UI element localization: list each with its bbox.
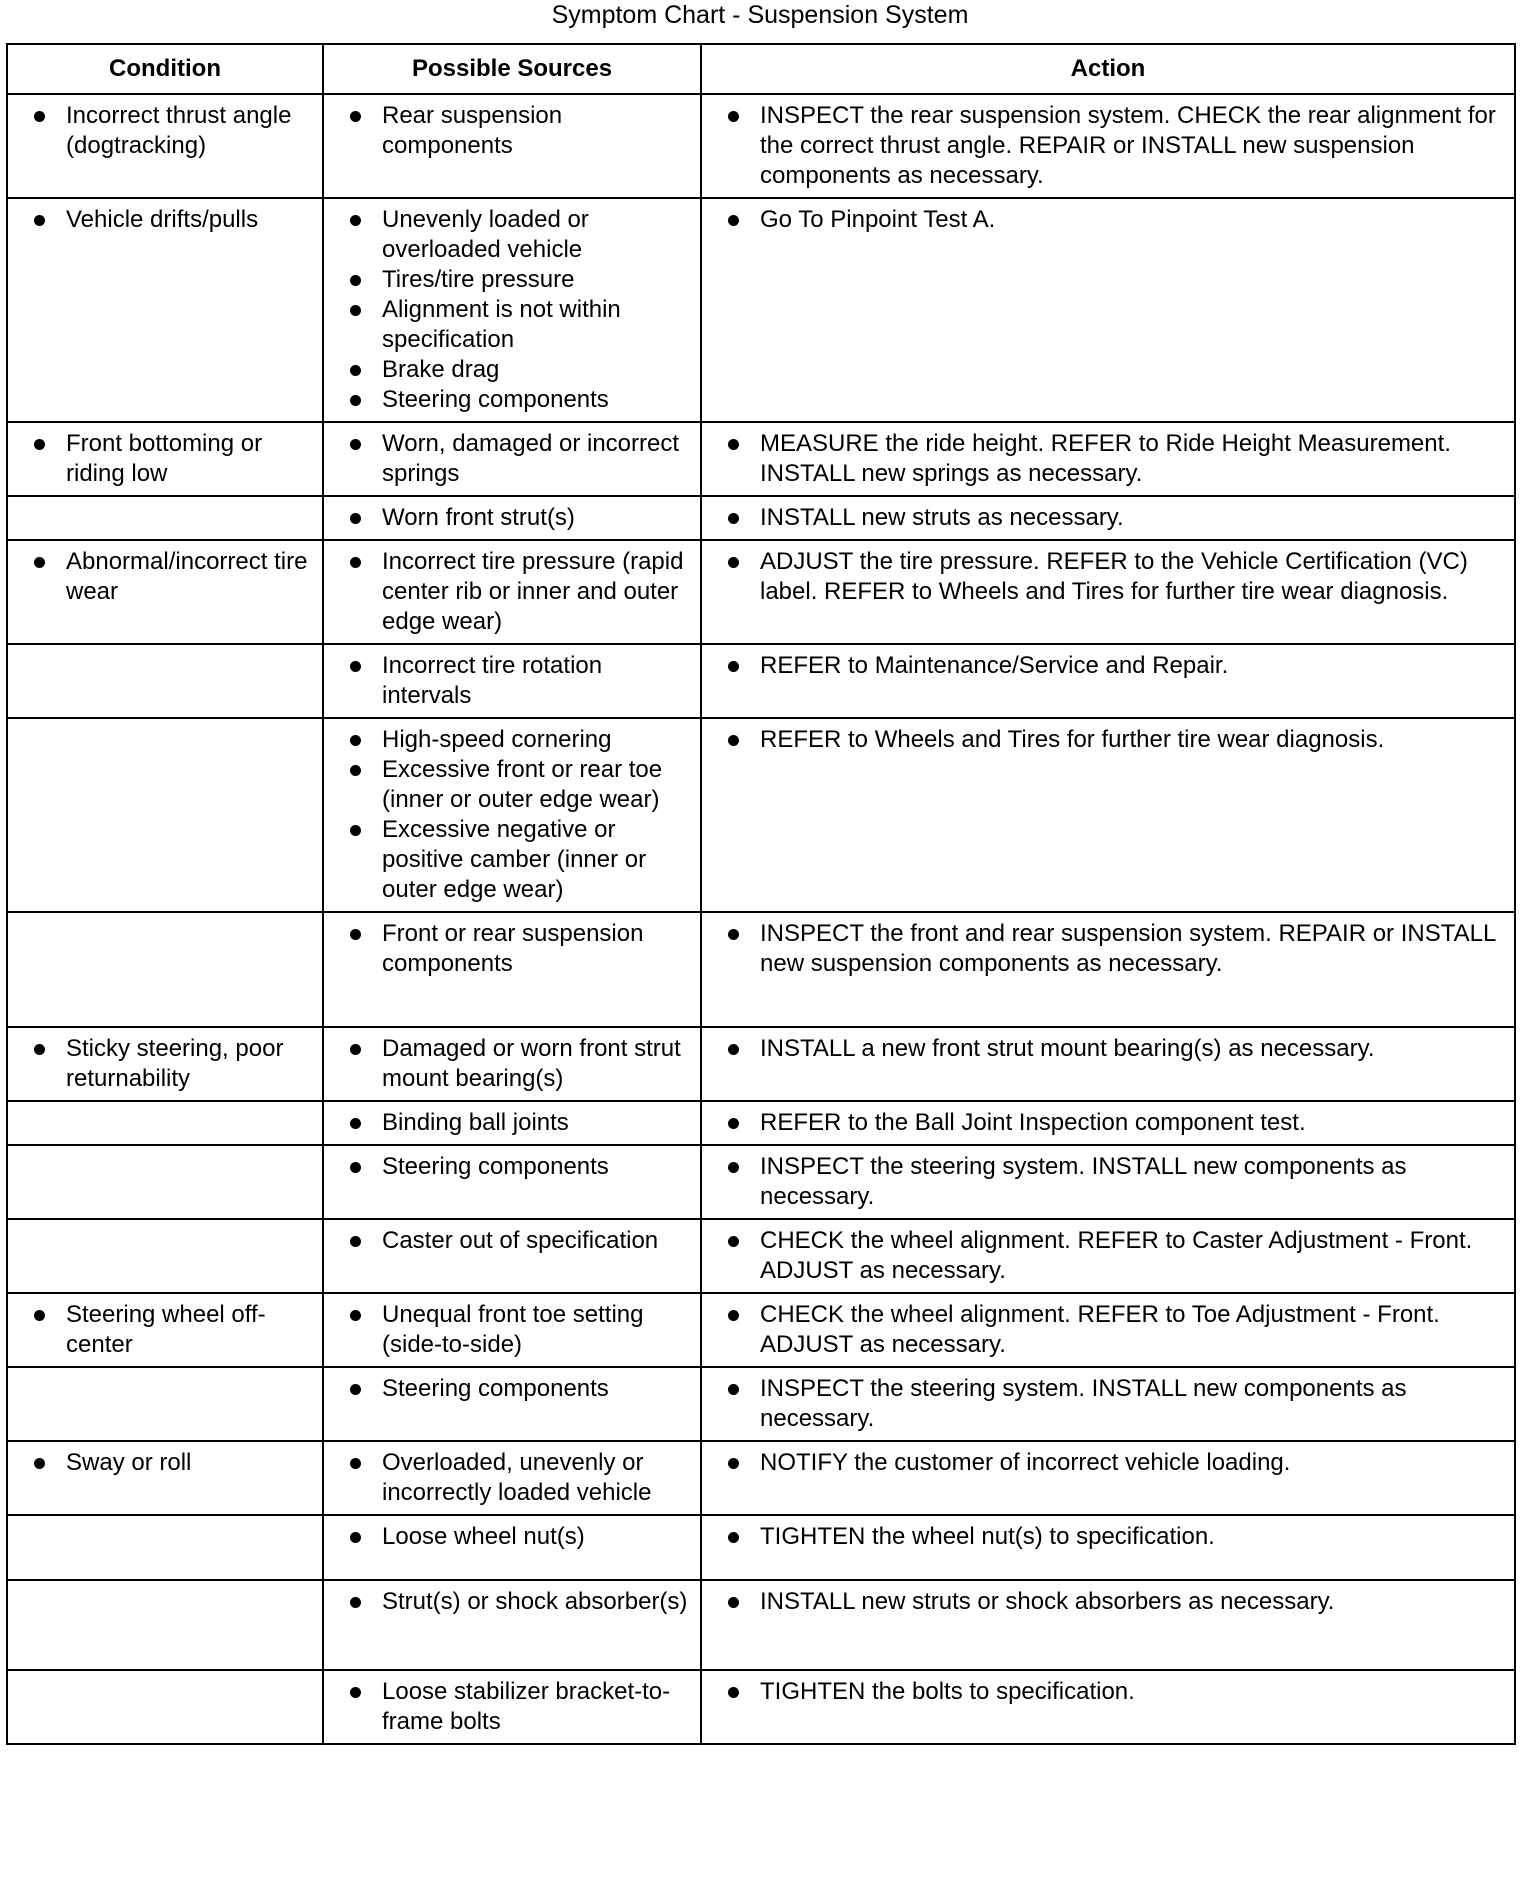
- condition-cell: [7, 718, 323, 912]
- bullet-item: REFER to Maintenance/Service and Repair.: [702, 651, 1506, 681]
- bullet-item: Excessive front or rear toe (inner or outer edge wear): [324, 755, 692, 815]
- action-cell: [701, 644, 1515, 718]
- table-row: [7, 912, 1515, 1027]
- bullet-item: REFER to Wheels and Tires for further tire wear diagnosis.: [702, 725, 1506, 755]
- bullet-item: Loose wheel nut(s): [324, 1522, 692, 1552]
- condition-cell: [7, 198, 323, 422]
- condition-cell: [7, 1027, 323, 1101]
- bullet-item: Strut(s) or shock absorber(s): [324, 1587, 692, 1617]
- bullet-item: TIGHTEN the bolts to specification.: [702, 1677, 1506, 1707]
- table-row: [7, 1219, 1515, 1293]
- header-condition: Condition: [7, 44, 323, 94]
- bullet-item: Worn front strut(s): [324, 503, 692, 533]
- sources-cell: [323, 1101, 701, 1145]
- condition-cell: [7, 94, 323, 198]
- sources-list: [324, 1102, 700, 1144]
- action-list: [702, 1516, 1514, 1558]
- bullet-item: Binding ball joints: [324, 1108, 692, 1138]
- table-row: [7, 1515, 1515, 1580]
- condition-list: [8, 1028, 322, 1100]
- sources-list: [324, 1146, 700, 1188]
- condition-cell: [7, 1515, 323, 1580]
- table-row: [7, 496, 1515, 540]
- action-list: [702, 1442, 1514, 1484]
- bullet-item: CHECK the wheel alignment. REFER to Caster Adjustment - Front. ADJUST as necessary.: [702, 1226, 1506, 1286]
- condition-cell: [7, 1580, 323, 1670]
- chart-title: Symptom Chart - Suspension System: [551, 1, 969, 29]
- table-row: [7, 644, 1515, 718]
- condition-cell: [7, 644, 323, 718]
- action-cell: [701, 94, 1515, 198]
- action-list: [702, 541, 1514, 613]
- action-list: [702, 95, 1514, 197]
- condition-cell: [7, 1441, 323, 1515]
- bullet-item: Damaged or worn front strut mount bearing(s): [324, 1034, 692, 1094]
- bullet-item: Excessive negative or positive camber (inner or outer edge wear): [324, 815, 692, 905]
- action-cell: [701, 718, 1515, 912]
- sources-list: [324, 1220, 700, 1262]
- sources-cell: [323, 1293, 701, 1367]
- condition-cell: [7, 1670, 323, 1744]
- condition-cell: [7, 422, 323, 496]
- condition-cell: [7, 1367, 323, 1441]
- condition-cell: [7, 1219, 323, 1293]
- sources-list: [324, 1671, 700, 1743]
- bullet-item: Incorrect tire pressure (rapid center rib or inner and outer edge wear): [324, 547, 692, 637]
- action-list: [702, 1581, 1514, 1623]
- condition-cell: [7, 1101, 323, 1145]
- action-cell: [701, 1441, 1515, 1515]
- table-row: [7, 540, 1515, 644]
- condition-list: [8, 1442, 322, 1484]
- table-row: [7, 1027, 1515, 1101]
- bullet-item: High-speed cornering: [324, 725, 692, 755]
- condition-list: [8, 1294, 322, 1366]
- bullet-item: INSPECT the front and rear suspension system. REPAIR or INSTALL new suspension components as necessary.: [702, 919, 1506, 979]
- bullet-item: Steering components: [324, 1152, 692, 1182]
- bullet-item: NOTIFY the customer of incorrect vehicle loading.: [702, 1448, 1506, 1478]
- sources-cell: [323, 496, 701, 540]
- bullet-item: Rear suspension components: [324, 101, 692, 161]
- sources-list: [324, 719, 700, 911]
- bullet-item: Caster out of specification: [324, 1226, 692, 1256]
- bullet-item: Abnormal/incorrect tire wear: [8, 547, 314, 607]
- bullet-item: Overloaded, unevenly or incorrectly loaded vehicle: [324, 1448, 692, 1508]
- bullet-item: Incorrect thrust angle (dogtracking): [8, 101, 314, 161]
- action-cell: [701, 1219, 1515, 1293]
- table-row: [7, 198, 1515, 422]
- sources-cell: [323, 718, 701, 912]
- bullet-item: Steering components: [324, 385, 692, 415]
- sources-cell: [323, 1219, 701, 1293]
- sources-cell: [323, 1027, 701, 1101]
- action-cell: [701, 912, 1515, 1027]
- table-row: [7, 94, 1515, 198]
- condition-list: [8, 95, 322, 167]
- action-list: [702, 1028, 1514, 1070]
- header-sources: Possible Sources: [323, 44, 701, 94]
- sources-cell: [323, 1441, 701, 1515]
- action-cell: [701, 496, 1515, 540]
- action-cell: [701, 1367, 1515, 1441]
- bullet-item: ADJUST the tire pressure. REFER to the Vehicle Certification (VC) label. REFER to Wheels and Tires for further tire wear diagnosis.: [702, 547, 1506, 607]
- condition-cell: [7, 912, 323, 1027]
- table-row: [7, 1441, 1515, 1515]
- bullet-item: CHECK the wheel alignment. REFER to Toe Adjustment - Front. ADJUST as necessary.: [702, 1300, 1506, 1360]
- table-row: [7, 718, 1515, 912]
- action-list: [702, 497, 1514, 539]
- table-row: [7, 1293, 1515, 1367]
- bullet-item: Worn, damaged or incorrect springs: [324, 429, 692, 489]
- bullet-item: Front or rear suspension components: [324, 919, 692, 979]
- sources-list: [324, 95, 700, 167]
- bullet-item: Unevenly loaded or overloaded vehicle: [324, 205, 692, 265]
- action-list: [702, 1294, 1514, 1366]
- sources-list: [324, 1516, 700, 1558]
- action-cell: [701, 540, 1515, 644]
- sources-list: [324, 199, 700, 421]
- bullet-item: Vehicle drifts/pulls: [8, 205, 314, 235]
- bullet-item: Front bottoming or riding low: [8, 429, 314, 489]
- action-list: [702, 1146, 1514, 1218]
- action-list: [702, 913, 1514, 985]
- action-cell: [701, 1670, 1515, 1744]
- bullet-item: Sway or roll: [8, 1448, 314, 1478]
- action-list: [702, 423, 1514, 495]
- bullet-item: Go To Pinpoint Test A.: [702, 205, 1506, 235]
- action-list: [702, 199, 1514, 241]
- symptom-table: [6, 43, 1516, 1745]
- sources-cell: [323, 540, 701, 644]
- sources-cell: [323, 1367, 701, 1441]
- bullet-item: Steering components: [324, 1374, 692, 1404]
- action-cell: [701, 1027, 1515, 1101]
- sources-list: [324, 1581, 700, 1623]
- sources-cell: [323, 94, 701, 198]
- bullet-item: TIGHTEN the wheel nut(s) to specification.: [702, 1522, 1506, 1552]
- sources-list: [324, 541, 700, 643]
- sources-list: [324, 1028, 700, 1100]
- bullet-item: Alignment is not within specification: [324, 295, 692, 355]
- action-cell: [701, 422, 1515, 496]
- sources-list: [324, 1442, 700, 1514]
- sources-list: [324, 645, 700, 717]
- sources-list: [324, 497, 700, 539]
- action-cell: [701, 1580, 1515, 1670]
- bullet-item: INSTALL a new front strut mount bearing(s) as necessary.: [702, 1034, 1506, 1064]
- condition-cell: [7, 1145, 323, 1219]
- table-row: [7, 1670, 1515, 1744]
- bullet-item: Unequal front toe setting (side-to-side): [324, 1300, 692, 1360]
- sources-list: [324, 423, 700, 495]
- sources-list: [324, 913, 700, 985]
- bullet-item: Incorrect tire rotation intervals: [324, 651, 692, 711]
- action-list: [702, 1368, 1514, 1440]
- bullet-item: Tires/tire pressure: [324, 265, 692, 295]
- action-cell: [701, 1101, 1515, 1145]
- action-cell: [701, 198, 1515, 422]
- action-cell: [701, 1145, 1515, 1219]
- action-list: [702, 645, 1514, 687]
- action-cell: [701, 1515, 1515, 1580]
- table-row: [7, 1145, 1515, 1219]
- sources-cell: [323, 1145, 701, 1219]
- header-action: Action: [701, 44, 1515, 94]
- bullet-item: INSTALL new struts as necessary.: [702, 503, 1506, 533]
- bullet-item: Steering wheel off-center: [8, 1300, 314, 1360]
- condition-list: [8, 423, 322, 495]
- condition-list: [8, 199, 322, 241]
- bullet-item: Loose stabilizer bracket-to-frame bolts: [324, 1677, 692, 1737]
- table-row: [7, 422, 1515, 496]
- header-row: [7, 44, 1515, 94]
- condition-cell: [7, 1293, 323, 1367]
- sources-list: [324, 1294, 700, 1366]
- sources-cell: [323, 198, 701, 422]
- table-row: [7, 1101, 1515, 1145]
- sources-cell: [323, 644, 701, 718]
- condition-list: [8, 541, 322, 613]
- bullet-item: REFER to the Ball Joint Inspection component test.: [702, 1108, 1506, 1138]
- table-row: [7, 1580, 1515, 1670]
- sources-cell: [323, 912, 701, 1027]
- sources-cell: [323, 1670, 701, 1744]
- sources-cell: [323, 422, 701, 496]
- bullet-item: MEASURE the ride height. REFER to Ride Height Measurement. INSTALL new springs as necessary.: [702, 429, 1506, 489]
- bullet-item: Sticky steering, poor returnability: [8, 1034, 314, 1094]
- condition-cell: [7, 540, 323, 644]
- sources-list: [324, 1368, 700, 1410]
- sources-cell: [323, 1515, 701, 1580]
- bullet-item: Brake drag: [324, 355, 692, 385]
- sources-cell: [323, 1580, 701, 1670]
- bullet-item: INSTALL new struts or shock absorbers as necessary.: [702, 1587, 1506, 1617]
- bullet-item: INSPECT the rear suspension system. CHECK the rear alignment for the correct thrust angle. REPAIR or INSTALL new suspension components as necessary.: [702, 101, 1506, 191]
- action-list: [702, 1102, 1514, 1144]
- condition-cell: [7, 496, 323, 540]
- table-body: [7, 94, 1515, 1744]
- table-row: [7, 1367, 1515, 1441]
- action-cell: [701, 1293, 1515, 1367]
- bullet-item: INSPECT the steering system. INSTALL new components as necessary.: [702, 1152, 1506, 1212]
- action-list: [702, 1220, 1514, 1292]
- action-list: [702, 719, 1514, 761]
- action-list: [702, 1671, 1514, 1713]
- bullet-item: INSPECT the steering system. INSTALL new components as necessary.: [702, 1374, 1506, 1434]
